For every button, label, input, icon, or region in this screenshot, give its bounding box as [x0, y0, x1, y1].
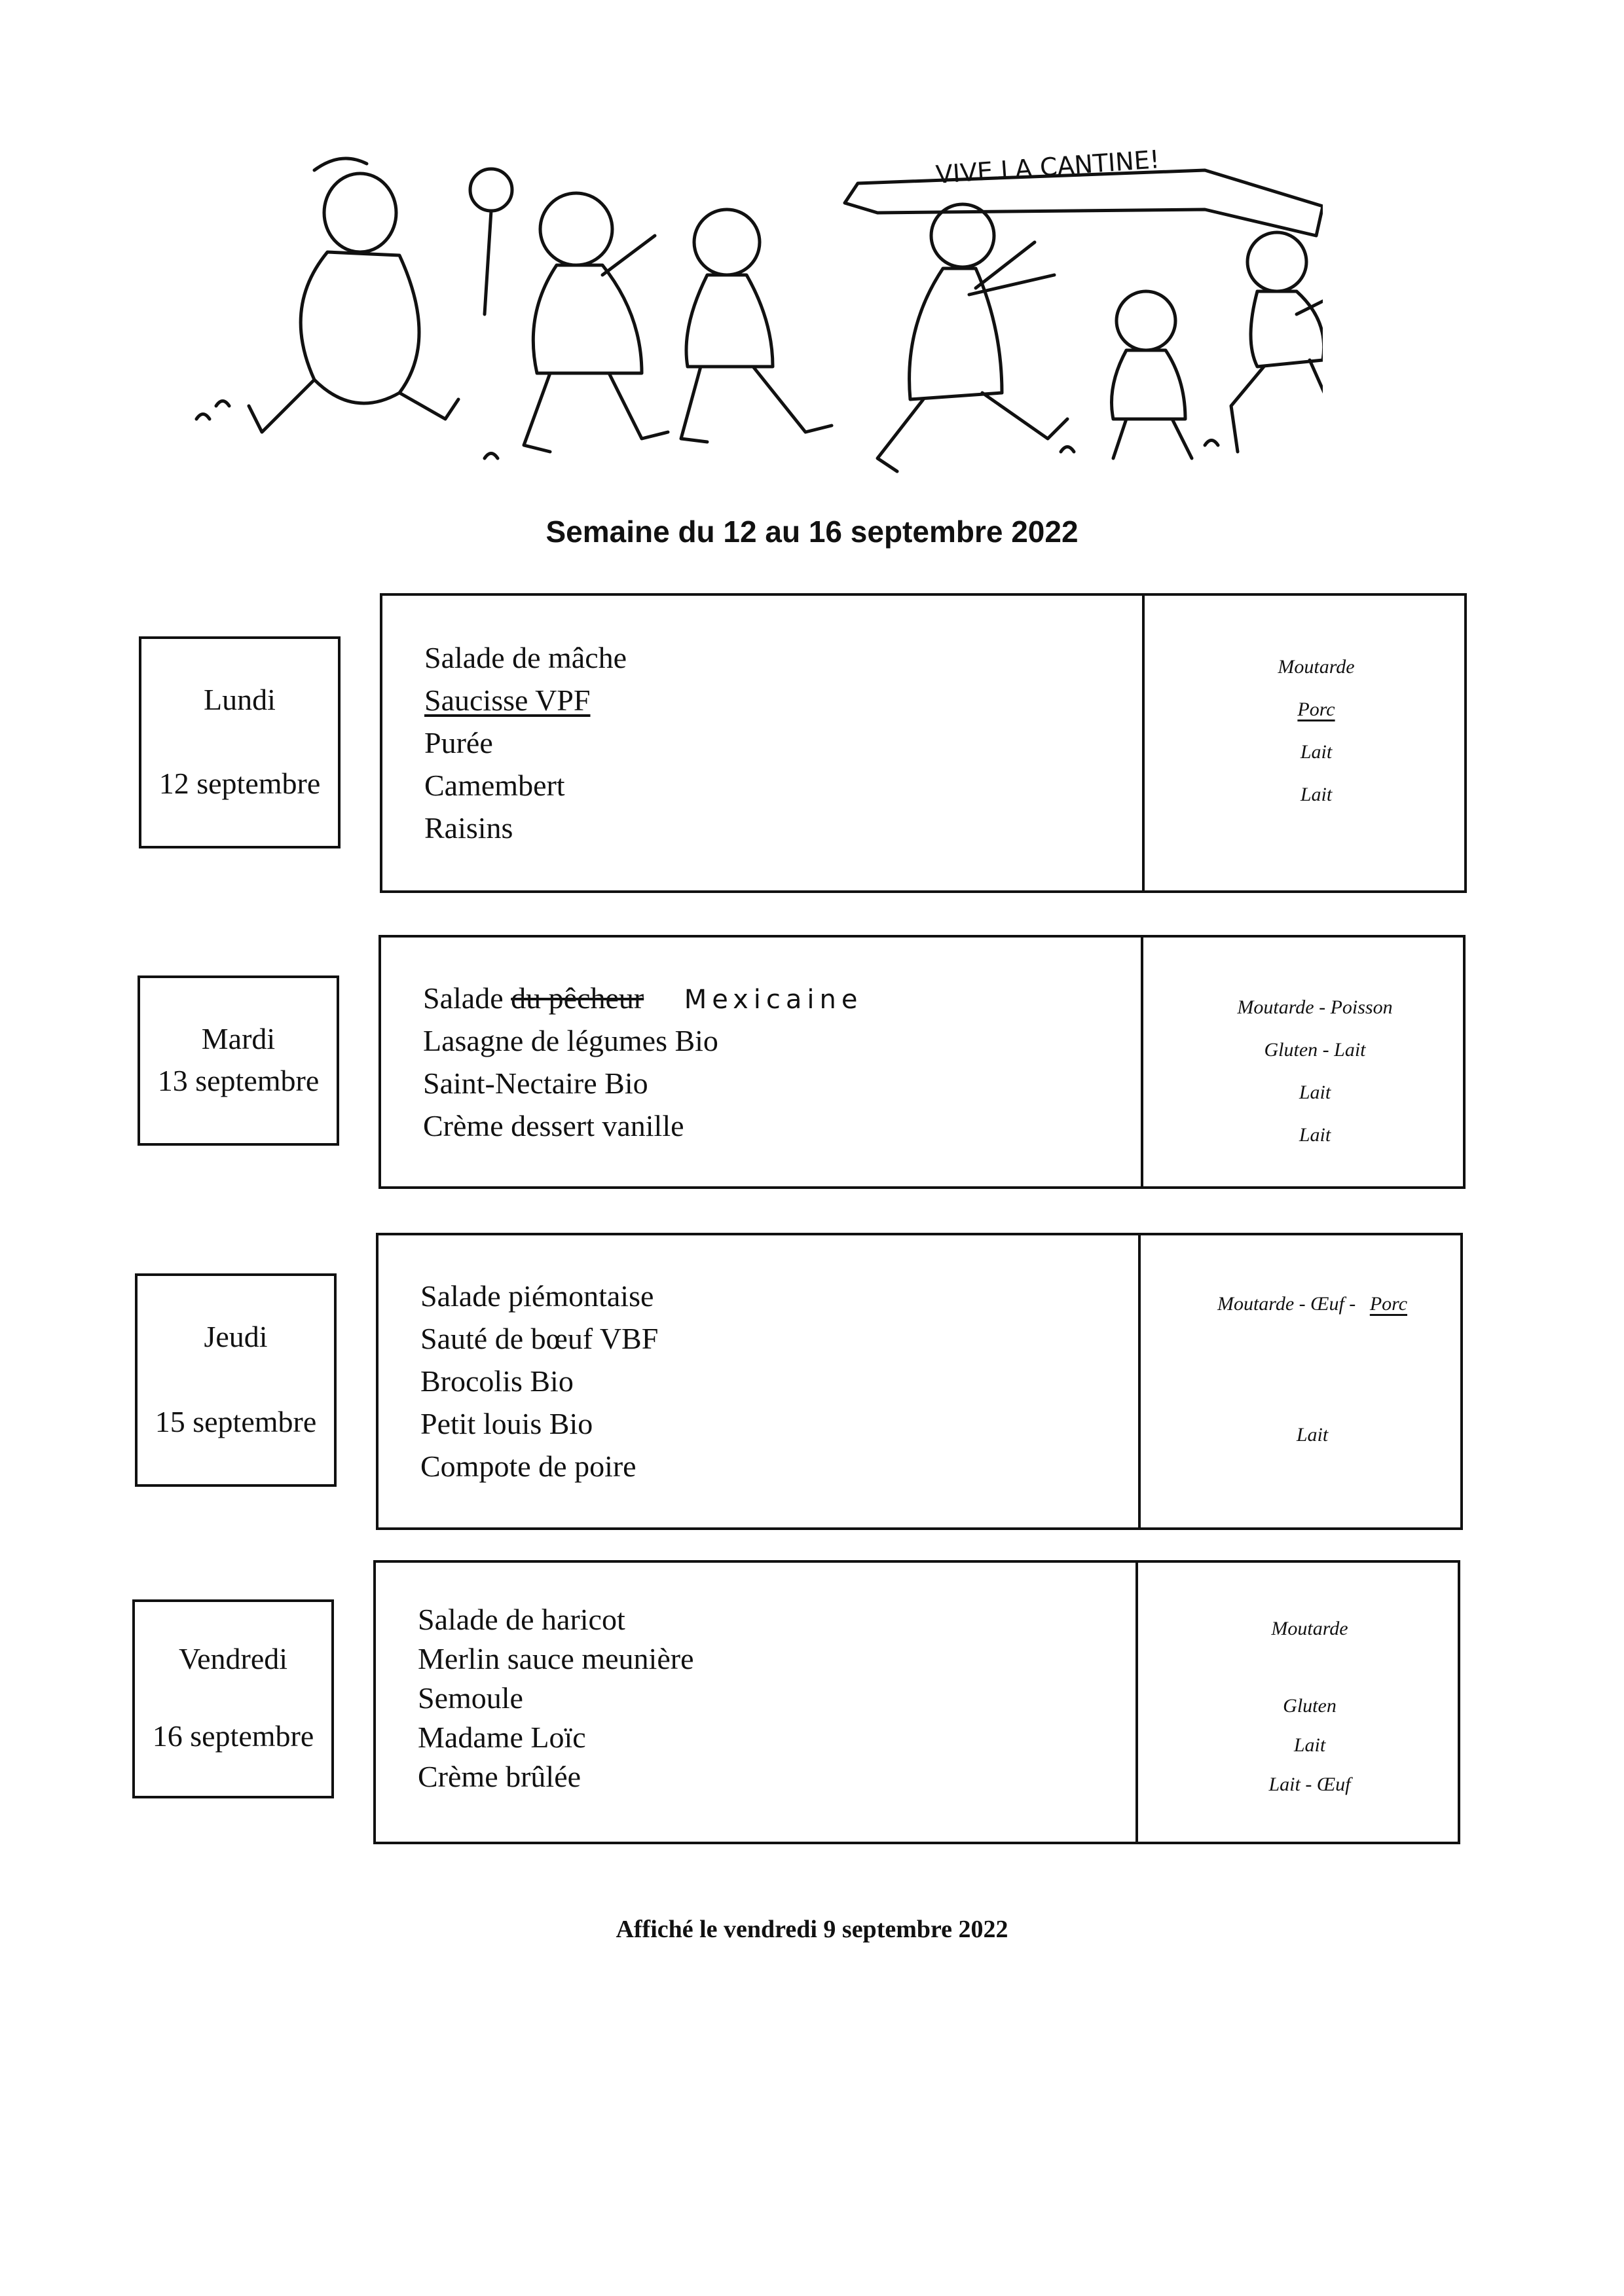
dish: Salade de mâche — [424, 641, 627, 674]
allergen-label: Moutarde - Poisson — [1237, 996, 1393, 1018]
day-date: 13 septembre — [157, 1064, 320, 1097]
dish: Salade piémontaise — [420, 1279, 654, 1313]
dish-base: Salade — [423, 981, 504, 1015]
meal-box-vendredi — [373, 1560, 1460, 1844]
allergen-label: Moutarde - Œuf - — [1217, 1293, 1356, 1315]
allergen-label: Moutarde — [1278, 656, 1355, 678]
allergen-label: Moutarde — [1271, 1618, 1348, 1639]
day-date: 16 septembre — [152, 1719, 314, 1753]
allergen-label: Lait — [1299, 1082, 1331, 1103]
day-name: Mardi — [201, 1022, 276, 1055]
posted-date: Affiché le vendredi 9 septembre 2022 — [616, 1916, 1008, 1943]
day-box-lundi — [139, 636, 341, 848]
dish: Brocolis Bio — [420, 1364, 574, 1398]
allergen-label: Lait — [1300, 784, 1333, 805]
dish: Compote de poire — [420, 1449, 637, 1483]
dish: Lasagne de légumes Bio — [423, 1024, 718, 1057]
dish: Purée — [424, 726, 493, 759]
struck-text: du pêcheur — [511, 981, 644, 1015]
banner-text: VIVE LA CANTINE! — [934, 145, 1161, 189]
day-box-jeudi — [135, 1273, 337, 1487]
dish — [423, 981, 862, 1015]
dish: Camembert — [424, 769, 565, 802]
allergen-label: Lait — [1300, 741, 1333, 763]
allergen-label: Gluten — [1283, 1695, 1337, 1717]
day-box-vendredi — [132, 1599, 334, 1798]
dish: Petit louis Bio — [420, 1407, 593, 1440]
allergen-label: Lait — [1296, 1424, 1329, 1446]
allergen-label: Gluten - Lait — [1264, 1039, 1366, 1061]
dish: Semoule — [418, 1681, 523, 1715]
day-box-mardi — [138, 975, 339, 1146]
day-date: 15 septembre — [155, 1405, 317, 1438]
day-date: 12 septembre — [158, 767, 321, 800]
allergen-label: Lait — [1299, 1124, 1331, 1146]
dish: Saucisse VPF — [424, 683, 591, 717]
dish: Madame Loïc — [418, 1721, 586, 1754]
dish: Saint-Nectaire Bio — [423, 1066, 648, 1100]
day-name: Vendredi — [178, 1642, 288, 1675]
dish: Raisins — [424, 811, 513, 845]
dish: Salade de haricot — [418, 1603, 625, 1636]
dish: Sauté de bœuf VBF — [420, 1322, 659, 1355]
dish: Merlin sauce meunière — [418, 1642, 694, 1675]
allergen-label: Porc — [1369, 1293, 1408, 1315]
dish: Crème dessert vanille — [423, 1109, 684, 1142]
dish: Crème brûlée — [418, 1760, 581, 1793]
children-running-illustration — [183, 144, 1323, 484]
allergen-label: Porc — [1297, 699, 1335, 720]
day-name: Lundi — [204, 683, 276, 716]
handwritten-text: Mexicaine — [684, 985, 863, 1015]
banner-icon — [845, 170, 1323, 236]
allergen-label: Lait - Œuf — [1268, 1774, 1351, 1795]
day-name: Jeudi — [204, 1320, 268, 1353]
meal-box-mardi — [378, 935, 1466, 1189]
allergen-label: Lait — [1293, 1734, 1326, 1756]
page-title: Semaine du 12 au 16 septembre 2022 — [545, 515, 1079, 549]
allergen-line — [1142, 1293, 1483, 1315]
meal-box-lundi — [380, 593, 1467, 893]
meal-box-jeudi — [376, 1233, 1463, 1530]
